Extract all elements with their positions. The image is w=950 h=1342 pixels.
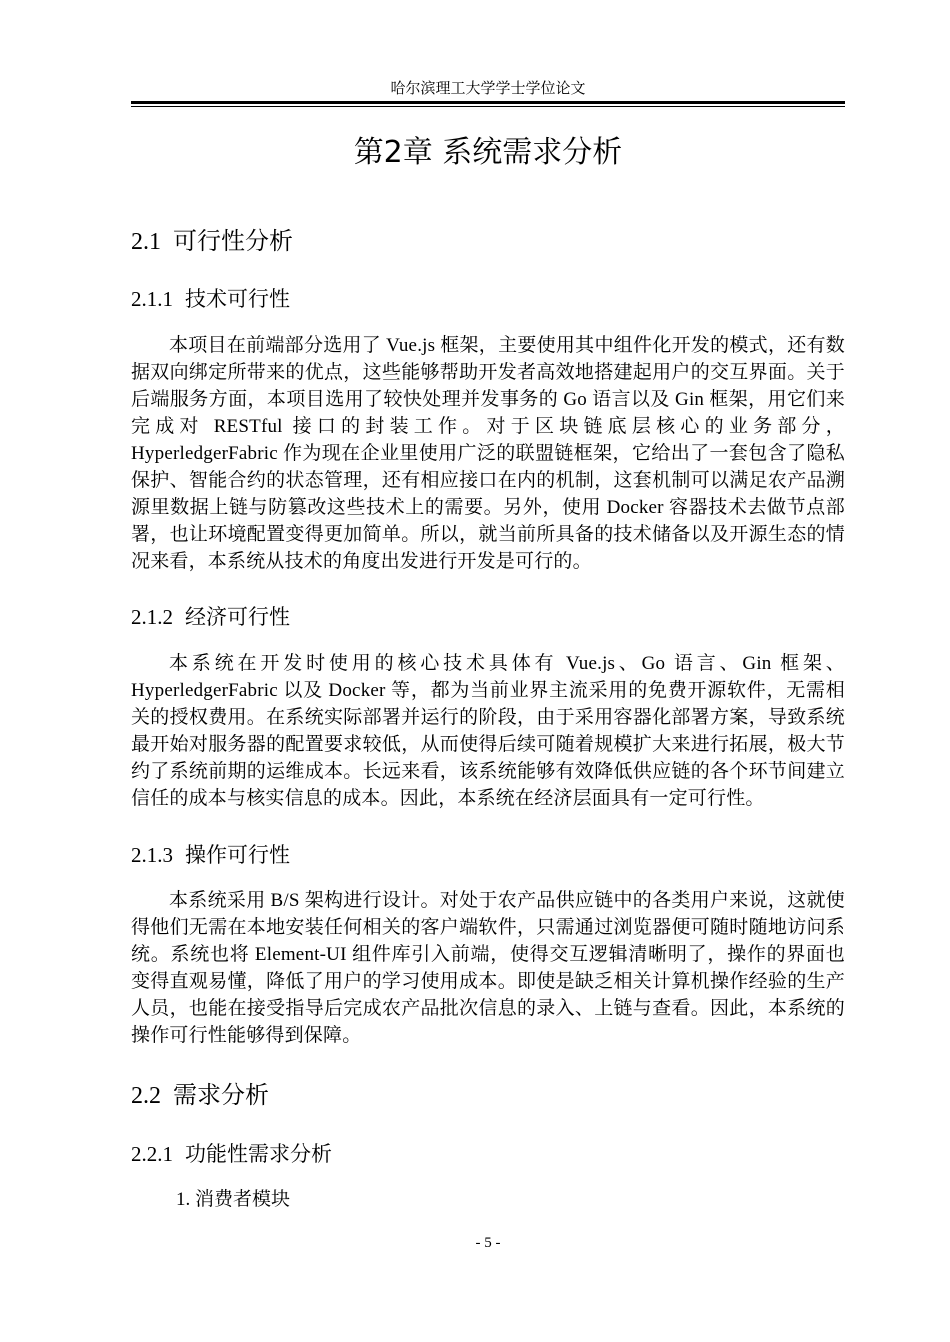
subsection-heading-2-1-1 bbox=[131, 285, 290, 313]
section-title: 可行性分析 bbox=[173, 227, 293, 255]
subsection-number: 2.1.2 bbox=[131, 605, 173, 629]
subsection-title: 经济可行性 bbox=[185, 605, 290, 629]
subsection-title: 技术可行性 bbox=[185, 287, 290, 311]
chapter-title: 第2章 系统需求分析 bbox=[353, 135, 623, 170]
subsection-number: 2.1.1 bbox=[131, 287, 173, 311]
section-title: 需求分析 bbox=[173, 1081, 269, 1109]
subsection-title: 操作可行性 bbox=[185, 843, 290, 867]
subsection-title: 功能性需求分析 bbox=[185, 1142, 332, 1166]
list-item-consumer-module: 1. 消费者模块 bbox=[176, 1189, 291, 1210]
subsection-heading-2-2-1 bbox=[131, 1140, 332, 1168]
paragraph-operational-feasibility: 本系统采用 B/S 架构进行设计。对处于农产品供应链中的各类用户来说，这就使得他们无需在本地安装任何相关的客户端软件，只需通过浏览器便可随时随地访问系统。系统也将 Element-UI 组件库引入前端，使得交互逻辑清晰明了，操作的界面也变得直观易懂，降低了用户的学习使用成本。即使是缺乏相关计算机操作经验的生产人员，也能在接受指导后完成农产品批次信息的录入、上链与查看。因此，本系统的操作可行性能够得到保障。 bbox=[131, 890, 845, 1046]
paragraph-economic-feasibility: 本系统在开发时使用的核心技术具体有 Vue.js、Go 语言、Gin 框架、HyperledgerFabric 以及 Docker 等，都为当前业界主流采用的免费开源软件，无需相关的授权费用。在系统实际部署并运行的阶段，由于采用容器化部署方案，导致系统最开始对服务器的配置要求较低，从而使得后续可随着规模扩大来进行拓展，极大节约了系统前期的运维成本。长远来看，该系统能够有效降低供应链的各个环节间建立信任的成本与核实信息的成本。因此，本系统在经济层面具有一定可行性。 bbox=[131, 653, 845, 809]
section-number: 2.1 bbox=[131, 229, 161, 255]
paragraph-technical-feasibility: 本项目在前端部分选用了 Vue.js 框架，主要使用其中组件化开发的模式，还有数据双向绑定所带来的优点，这些能够帮助开发者高效地搭建起用户的交互界面。关于后端服务方面，本项目选用了较快处理并发事务的 Go 语言以及 Gin 框架，用它们来完成对 RESTful 接口的封装工作。对于区块链底层核心的业务部分，HyperledgerFabric 作为现在企业里使用广泛的联盟链框架，它给出了一套包含了隐私保护、智能合约的状态管理，还有相应接口在内的机制，这套机制可以满足农产品溯源里数据上链与防篡改这些技术上的需要。另外，使用 Docker 容器技术去做节点部署，也让环境配置变得更加简单。所以，就当前所具备的技术储备以及开源生态的情况来看，本系统从技术的角度出发进行开发是可行的。 bbox=[131, 335, 845, 572]
subsection-number: 2.2.1 bbox=[131, 1142, 173, 1166]
subsection-heading-2-1-3 bbox=[131, 841, 290, 869]
running-header: 哈尔滨理工大学学士学位论文 bbox=[390, 79, 586, 97]
section-heading-2-1 bbox=[131, 225, 293, 258]
page-number: - 5 - bbox=[475, 1235, 501, 1251]
section-number: 2.2 bbox=[131, 1083, 161, 1109]
header-rule-thick bbox=[131, 101, 845, 104]
subsection-number: 2.1.3 bbox=[131, 843, 173, 867]
section-heading-2-2 bbox=[131, 1079, 269, 1112]
subsection-heading-2-1-2 bbox=[131, 603, 290, 631]
header-rule-thin bbox=[131, 106, 845, 107]
